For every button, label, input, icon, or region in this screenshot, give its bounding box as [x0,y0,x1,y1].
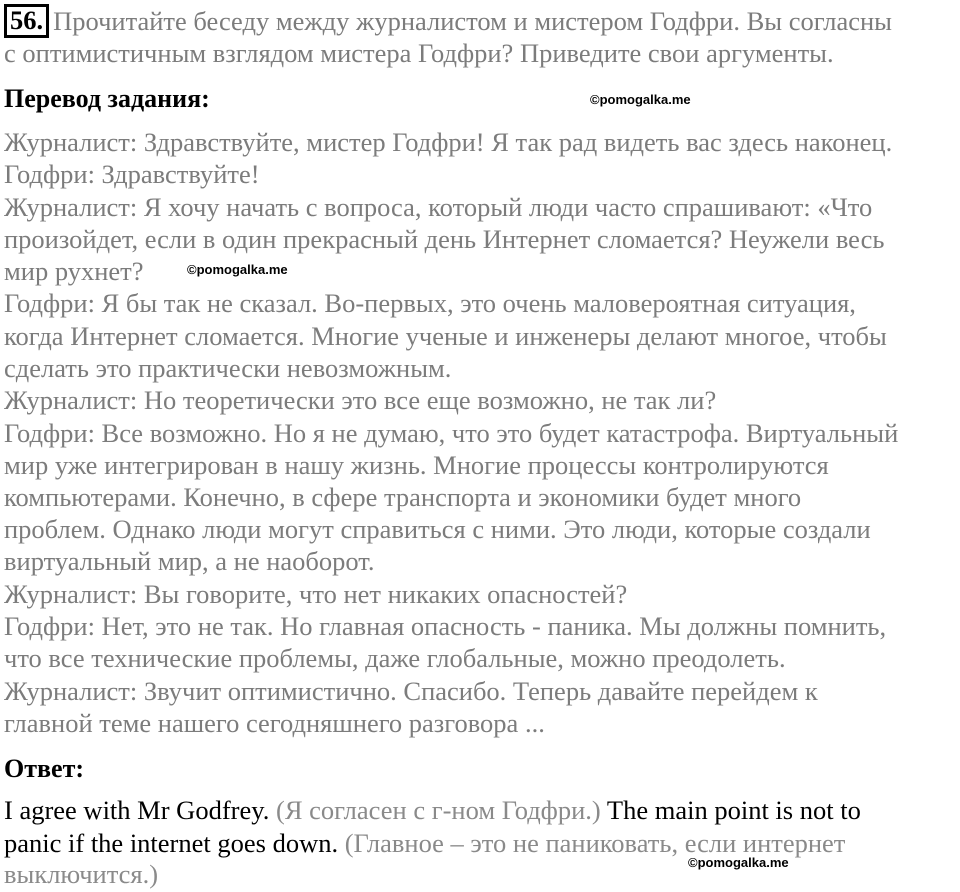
dialogue-line: компьютерами. Конечно, в сфере транспорта и экономики будет много [4,482,802,512]
answer-english-2: panic if the internet goes down. [4,828,339,858]
dialogue-line: мир уже интегрирован в нашу жизнь. Многие процессы контролируются [4,450,829,480]
dialogue-line: что все технические проблемы, даже глобальные, можно преодолеть. [4,643,786,673]
dialogue-line: Журналист: Звучит оптимистично. Спасибо. Теперь давайте перейдем к [4,676,818,706]
watermark-2: ©pomogalka.me [187,262,288,277]
answer-russian-1: (Я согласен с г-ном Годфри.) [276,795,601,825]
answer-heading: Ответ: [4,754,85,783]
task-text-1: Прочитайте беседу между журналистом и мистером Годфри. Вы согласны [53,6,892,36]
translation-heading: Перевод задания: [4,84,210,113]
dialogue-line: Годфри: Все возможно. Но я не думаю, что это будет катастрофа. Виртуальный [4,418,899,448]
dialogue-line: сделать это практически невозможным. [4,353,452,383]
dialogue-line: произойдет, если в один прекрасный день Интернет сломается? Неужели весь [4,224,885,254]
dialogue-line: Журналист: Я хочу начать с вопроса, который люди часто спрашивают: «Что [4,192,873,222]
dialogue-line: Годфри: Я бы так не сказал. Во-первых, это очень маловероятная ситуация, [4,288,856,318]
answer-english-1a: I agree with Mr Godfrey. [4,795,270,825]
dialogue-line: Журналист: Вы говорите, что нет никаких опасностей? [4,579,628,609]
watermark-3: ©pomogalka.me [688,855,789,870]
dialogue-line: Годфри: Нет, это не так. Но главная опасность - паника. Мы должны помнить, [4,611,887,641]
answer-line-3 [4,858,158,890]
task-text-line-2: с оптимистичным взглядом мистера Годфри? Приведите свои аргументы. [4,38,834,68]
answer-line-1 [4,794,861,826]
watermark-1: ©pomogalka.me [590,92,691,107]
dialogue-line: Журналист: Здравствуйте, мистер Годфри! Я так рад видеть вас здесь наконец. [4,127,893,157]
task-number-badge: 56. [4,4,49,38]
answer-english-1b: The main point is not to [606,795,861,825]
dialogue-line: главной теме нашего сегодняшнего разговора ... [4,708,545,738]
dialogue-line: Годфри: Здравствуйте! [4,159,260,189]
answer-russian-3: выключится.) [4,859,159,889]
dialogue-line: мир рухнет? [4,256,144,286]
answer-russian-2: (Главное – это не паниковать, если интернет [344,828,846,858]
dialogue-line: виртуальный мир, а не наоборот. [4,546,375,576]
task-text-line-1 [4,4,892,38]
dialogue-line: проблем. Однако люди могут справиться с ними. Это люди, которые создали [4,514,871,544]
dialogue-line: когда Интернет сломается. Многие ученые и инженеры делают многое, чтобы [4,321,887,351]
dialogue-line: Журналист: Но теоретически это все еще возможно, не так ли? [4,385,717,415]
